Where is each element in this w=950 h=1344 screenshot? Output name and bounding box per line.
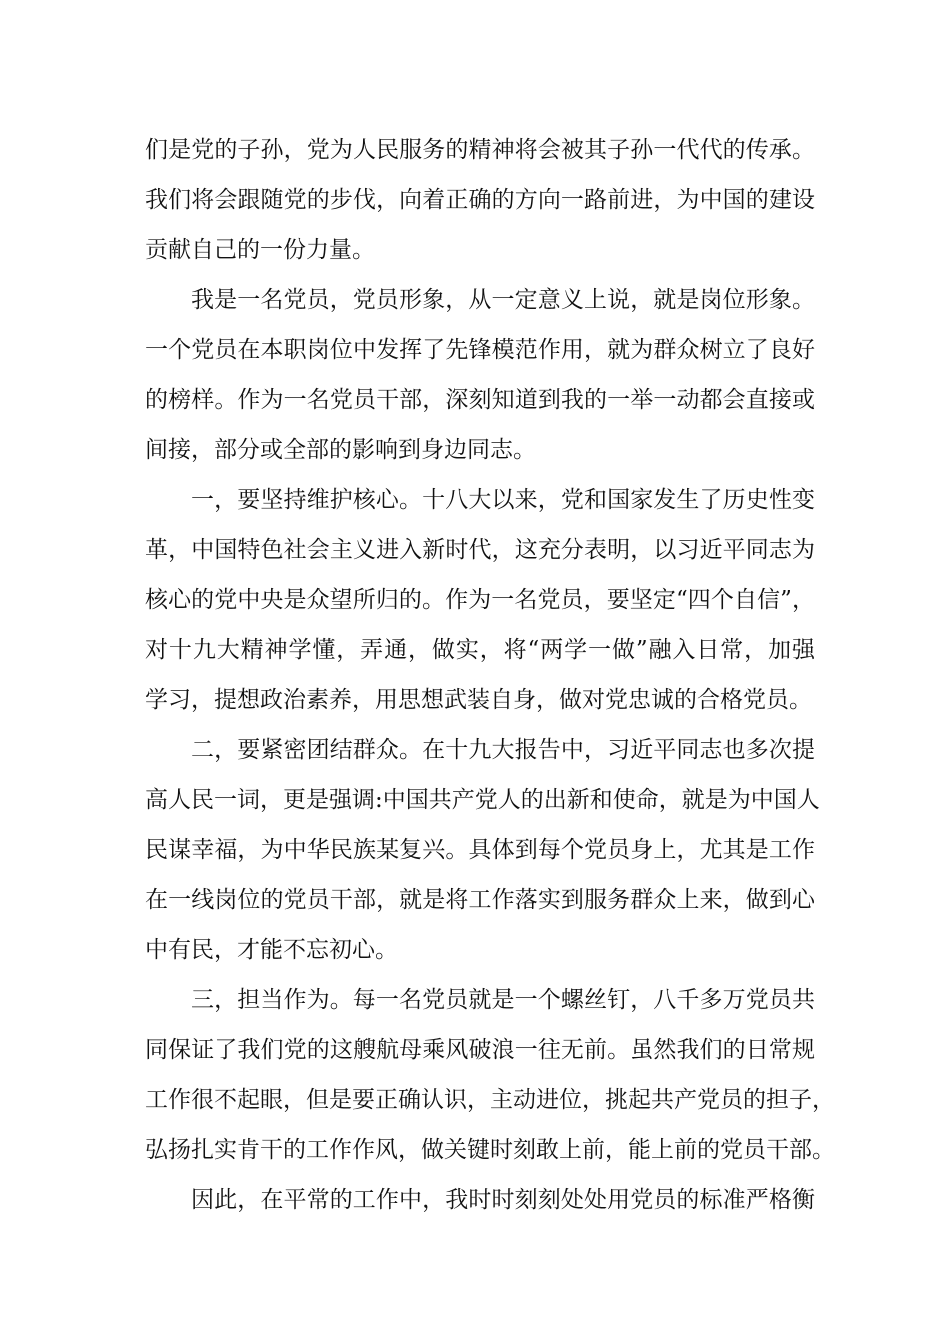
text-line: 们是党的子孙，党为人民服务的精神将会被其子孙一代代的传承。 [145, 137, 815, 163]
paragraph-first-line: 因此，在平常的工作中，我时时刻刻处处用党员的标准严格衡 [191, 1187, 815, 1213]
text-line: 对十九大精神学懂，弄通，做实，将“两学一做”融入日常，加强 [145, 637, 815, 663]
text-line: 学习，提想政治素养，用思想武装自身，做对党忠诚的合格党员。 [145, 687, 812, 713]
paragraph-first-line: 三，担当作为。每一名党员就是一个螺丝钉，八千多万党员共 [191, 987, 815, 1013]
text-line: 中有民，才能不忘初心。 [145, 937, 398, 963]
body-text [145, 125, 835, 1225]
paragraph-first-line: 一，要坚持维护核心。十八大以来，党和国家发生了历史性变 [191, 487, 815, 513]
text-line: 一个党员在本职岗位中发挥了先锋模范作用，就为群众树立了良好 [145, 337, 815, 363]
paragraph-first-line: 我是一名党员，党员形象，从一定意义上说，就是岗位形象。 [191, 287, 815, 313]
text-line: 革，中国特色社会主义进入新时代，这充分表明，以习近平同志为 [145, 537, 815, 563]
text-line: 的榜样。作为一名党员干部，深刻知道到我的一举一动都会直接或 [145, 387, 815, 413]
text-line: 工作很不起眼，但是要正确认识，主动进位，挑起共产党员的担子， [145, 1087, 835, 1113]
text-line: 民谋幸福，为中华民族某复兴。具体到每个党员身上，尤其是工作 [145, 837, 815, 863]
text-line: 同保证了我们党的这艘航母乘风破浪一往无前。虽然我们的日常规 [145, 1037, 815, 1063]
paragraph-first-line: 二，要紧密团结群众。在十九大报告中，习近平同志也多次提 [191, 737, 815, 763]
text-line: 贡献自己的一份力量。 [145, 237, 375, 263]
text-line: 弘扬扎实肯干的工作作风，做关键时刻敢上前，能上前的党员干部。 [145, 1137, 835, 1163]
text-line: 我们将会跟随党的步伐，向着正确的方向一路前进，为中国的建设 [145, 187, 815, 213]
text-line: 在一线岗位的党员干部，就是将工作落实到服务群众上来，做到心 [145, 887, 815, 913]
text-line: 高人民一词，更是强调:中国共产党人的出新和使命，就是为中国人 [145, 787, 820, 813]
text-line: 间接，部分或全部的影响到身边同志。 [145, 437, 536, 463]
text-line: 核心的党中央是众望所归的。作为一名党员，要坚定“四个自信”， [145, 587, 815, 613]
